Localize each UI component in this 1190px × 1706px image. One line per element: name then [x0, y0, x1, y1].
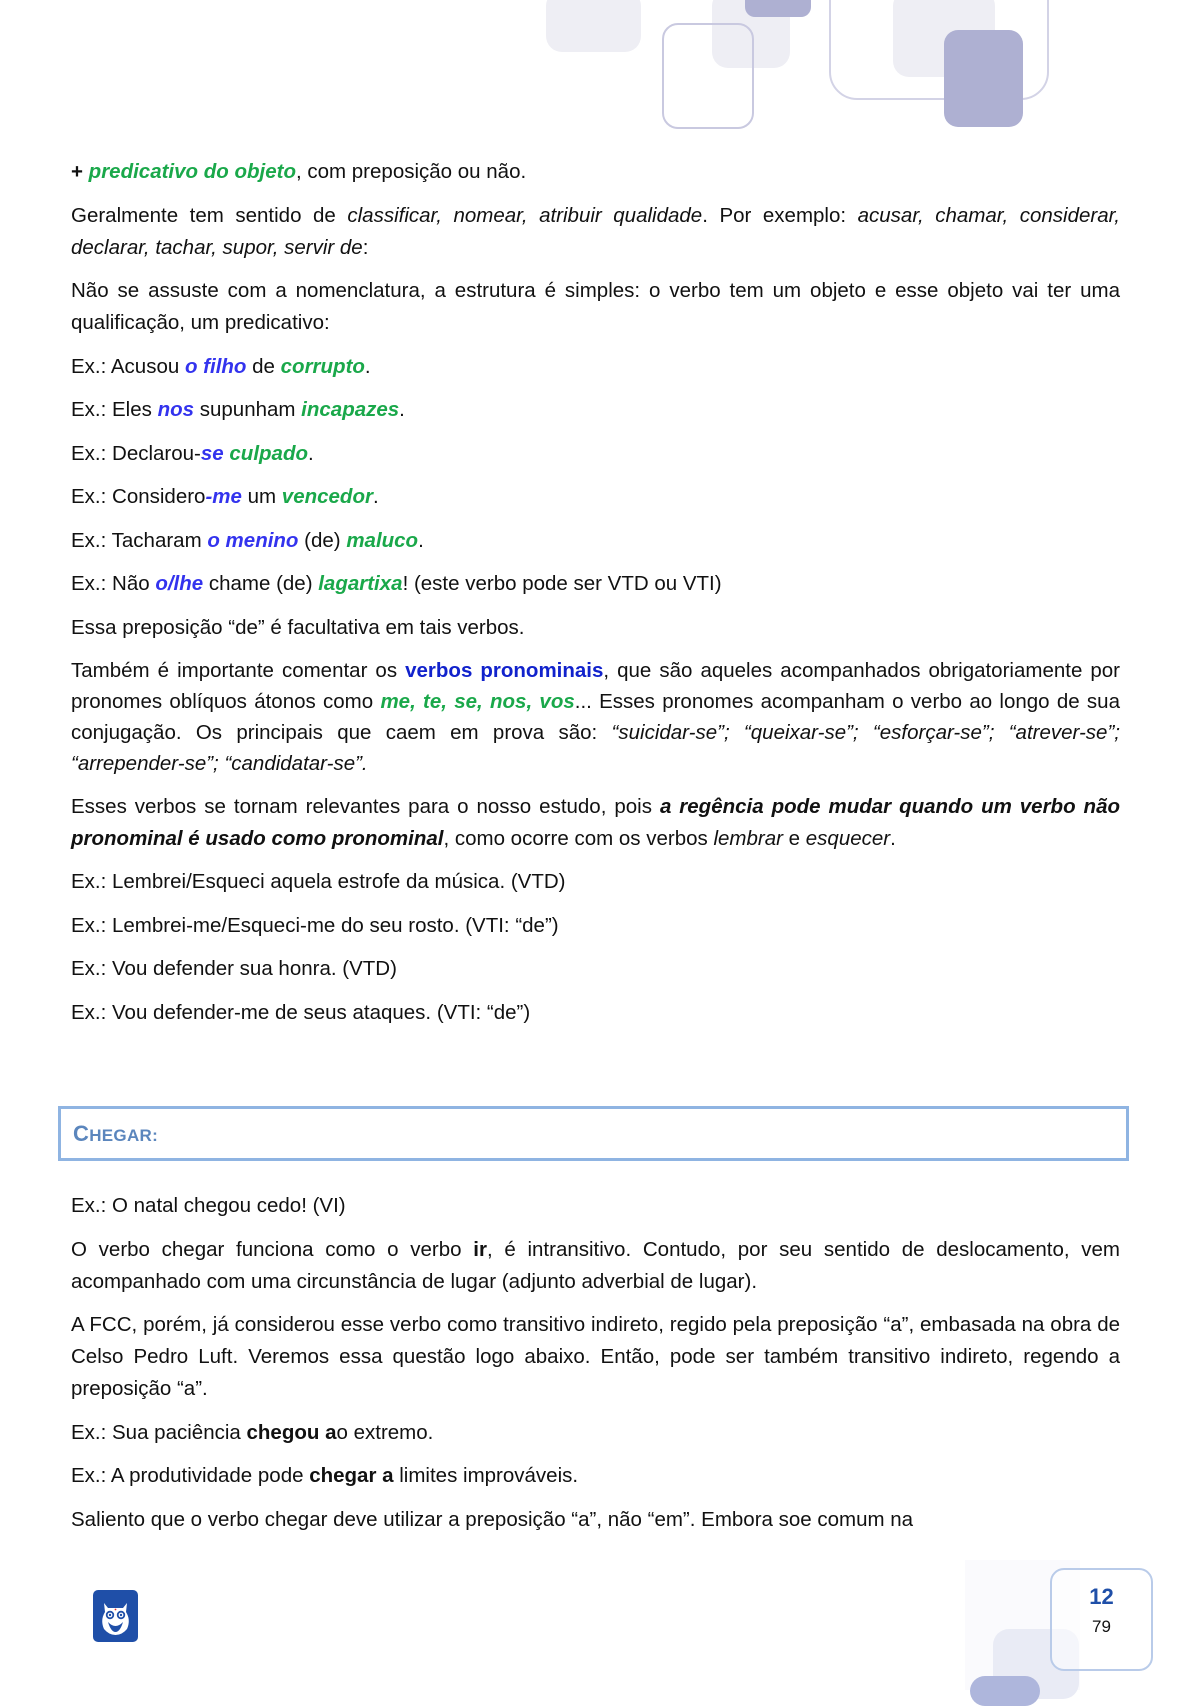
text-run: “suicidar-se”; “queixar-se”; “esforçar-se”; “atrever-se”; “arrepender-se”; “candidatar-se”.	[71, 721, 1120, 775]
deco-square-solid-top	[745, 0, 811, 17]
text-run: classificar, nomear, atribuir qualidade	[347, 203, 703, 227]
text-run: Também é importante comentar os	[71, 659, 406, 682]
text-run: incapazes	[301, 398, 400, 421]
text-run: +	[71, 160, 89, 183]
text-run: o extremo.	[336, 1420, 434, 1444]
text-run: Ex.: Considero	[71, 485, 206, 508]
paragraph	[71, 1234, 1120, 1298]
text-run: chame (de)	[203, 572, 319, 595]
text-run: Ex.: Eles	[71, 398, 158, 421]
text-run: chegar a	[309, 1464, 394, 1487]
text-run: ir	[473, 1237, 487, 1261]
text-run: maluco	[346, 528, 419, 552]
text-run: , com preposição ou não.	[295, 160, 527, 183]
text-run: a regência pode mudar quando um verbo não pronominal é usado como pronominal	[71, 794, 1120, 850]
text-run: vencedor	[281, 485, 373, 508]
text-run: culpado	[229, 441, 308, 465]
text-run: predicativo do objeto	[88, 160, 296, 183]
paragraph	[71, 156, 1120, 188]
text-run: lagartixa	[318, 572, 403, 595]
text-run: .	[890, 826, 896, 850]
paragraph	[71, 866, 1120, 898]
text-run: Ex.: Tacharam	[71, 528, 208, 552]
paragraph	[71, 275, 1120, 339]
text-run: ... Esses pronomes acompanham o verbo ao longo de sua conjugação. Os principais que caem em prova são:	[71, 690, 1120, 744]
page-number: 12	[1089, 1584, 1114, 1609]
paragraph	[71, 1460, 1120, 1492]
paragraph	[71, 481, 1120, 513]
page-indicator	[1050, 1568, 1153, 1671]
text-run: Ex.: Vou defender-me de seus ataques. (VTI: “de”)	[71, 1000, 531, 1024]
deco-footer-solid	[970, 1676, 1040, 1706]
section-title-initial: C	[73, 1121, 90, 1146]
body-text-bottom	[71, 1190, 1120, 1547]
paragraph	[71, 953, 1120, 985]
text-run: esquecer	[805, 826, 891, 850]
text-run: Ex.: Acusou	[71, 354, 185, 378]
text-run: limites improváveis.	[393, 1464, 579, 1487]
text-run: e	[782, 826, 806, 850]
deco-square-light-1	[546, 0, 641, 52]
text-run: um	[241, 485, 282, 508]
text-run: Esses verbos se tornam relevantes para o nosso estudo, pois	[71, 794, 660, 818]
text-run: .	[364, 354, 371, 378]
text-run: A FCC, porém, já considerou esse verbo como transitivo indireto, regido pela preposição “a”, embasada na obra de Celso Pedro Luft. Veremos essa questão logo abaixo. Então, pode ser também transitivo indireto, regendo a preposição “a”.	[71, 1313, 1120, 1400]
paragraph	[71, 997, 1120, 1029]
text-run: -me	[205, 485, 242, 508]
paragraph	[71, 1190, 1120, 1222]
text-run: , como ocorre com os verbos	[443, 826, 714, 850]
text-run: .	[399, 398, 405, 421]
text-run: acusar, chamar, considerar, declarar, tachar, supor, servir de	[71, 203, 1121, 259]
text-run: corrupto	[280, 354, 365, 378]
deco-square-solid-big	[944, 30, 1023, 127]
text-run: Ex.: Sua paciência	[71, 1420, 247, 1444]
paragraph	[71, 655, 1120, 779]
text-run: Ex.: Declarou-	[71, 441, 201, 465]
paragraph	[71, 612, 1120, 644]
section-header-chegar	[58, 1106, 1129, 1161]
text-run: :	[362, 235, 369, 259]
paragraph	[71, 910, 1120, 942]
paragraph	[71, 351, 1120, 383]
text-run: .	[372, 485, 379, 508]
section-title	[73, 1121, 158, 1147]
text-run: Ex.: Não	[71, 572, 156, 595]
text-run: me, te, se, nos, vos	[380, 690, 575, 713]
text-run: o menino	[207, 528, 299, 552]
text-run: Ex.: Vou defender sua honra. (VTD)	[71, 957, 397, 980]
text-run: , que são aqueles acompanhados obrigatoriamente por pronomes oblíquos átonos como	[71, 659, 1121, 713]
paragraph	[71, 200, 1120, 264]
text-run: .	[418, 528, 424, 552]
text-run: chegou a	[246, 1420, 337, 1444]
body-text-top	[71, 156, 1120, 1040]
text-run: Ex.: Lembrei/Esqueci aquela estrofe da música. (VTD)	[71, 870, 566, 893]
paragraph	[71, 1309, 1120, 1405]
text-run: verbos pronominais	[405, 659, 604, 682]
text-run: (de)	[298, 528, 347, 552]
text-run: ! (este verbo pode ser VTD ou VTI)	[402, 572, 722, 595]
paragraph	[71, 791, 1120, 855]
section-title-rest: HEGAR:	[89, 1126, 159, 1145]
text-run: Saliento que o verbo chegar deve utilizar a preposição “a”, não “em”. Embora soe comum na	[71, 1507, 914, 1531]
paragraph	[71, 438, 1120, 470]
text-run: , é intransitivo. Contudo, por seu sentido de deslocamento, vem acompanhado com uma circunstância de lugar (adjunto adverbial de lugar).	[71, 1237, 1121, 1293]
text-run: nos	[157, 398, 195, 421]
text-run: lembrar	[713, 826, 783, 850]
text-run: Ex.: Lembrei-me/Esqueci-me do seu rosto. (VTI: “de”)	[71, 913, 559, 937]
text-run: Essa preposição “de” é facultativa em tais verbos.	[71, 615, 525, 639]
total-pages: 79	[1092, 1617, 1111, 1636]
text-run: Ex.: O natal chegou cedo! (VI)	[71, 1194, 346, 1217]
paragraph	[71, 394, 1120, 426]
text-run: .	[308, 441, 314, 465]
owl-logo	[93, 1590, 138, 1642]
text-run: Ex.: A produtividade pode	[71, 1464, 310, 1487]
text-run: de	[246, 354, 281, 378]
paragraph	[71, 1504, 1120, 1536]
text-run: Geralmente tem sentido de	[71, 203, 348, 227]
text-run: Não se assuste com a nomenclatura, a estrutura é simples: o verbo tem um objeto e esse objeto vai ter uma qualificação, um predicativo:	[71, 279, 1120, 334]
text-run: o filho	[184, 354, 247, 378]
paragraph	[71, 1417, 1120, 1449]
text-run: o/lhe	[155, 572, 204, 595]
text-run: supunham	[194, 398, 302, 421]
owl-icon	[93, 1590, 138, 1642]
paragraph	[71, 525, 1120, 557]
text-run: O verbo chegar funciona como o verbo	[71, 1237, 474, 1261]
deco-square-outline-1	[662, 23, 754, 129]
text-run: se	[200, 441, 224, 465]
paragraph	[71, 568, 1120, 600]
text-run: . Por exemplo:	[702, 203, 858, 227]
